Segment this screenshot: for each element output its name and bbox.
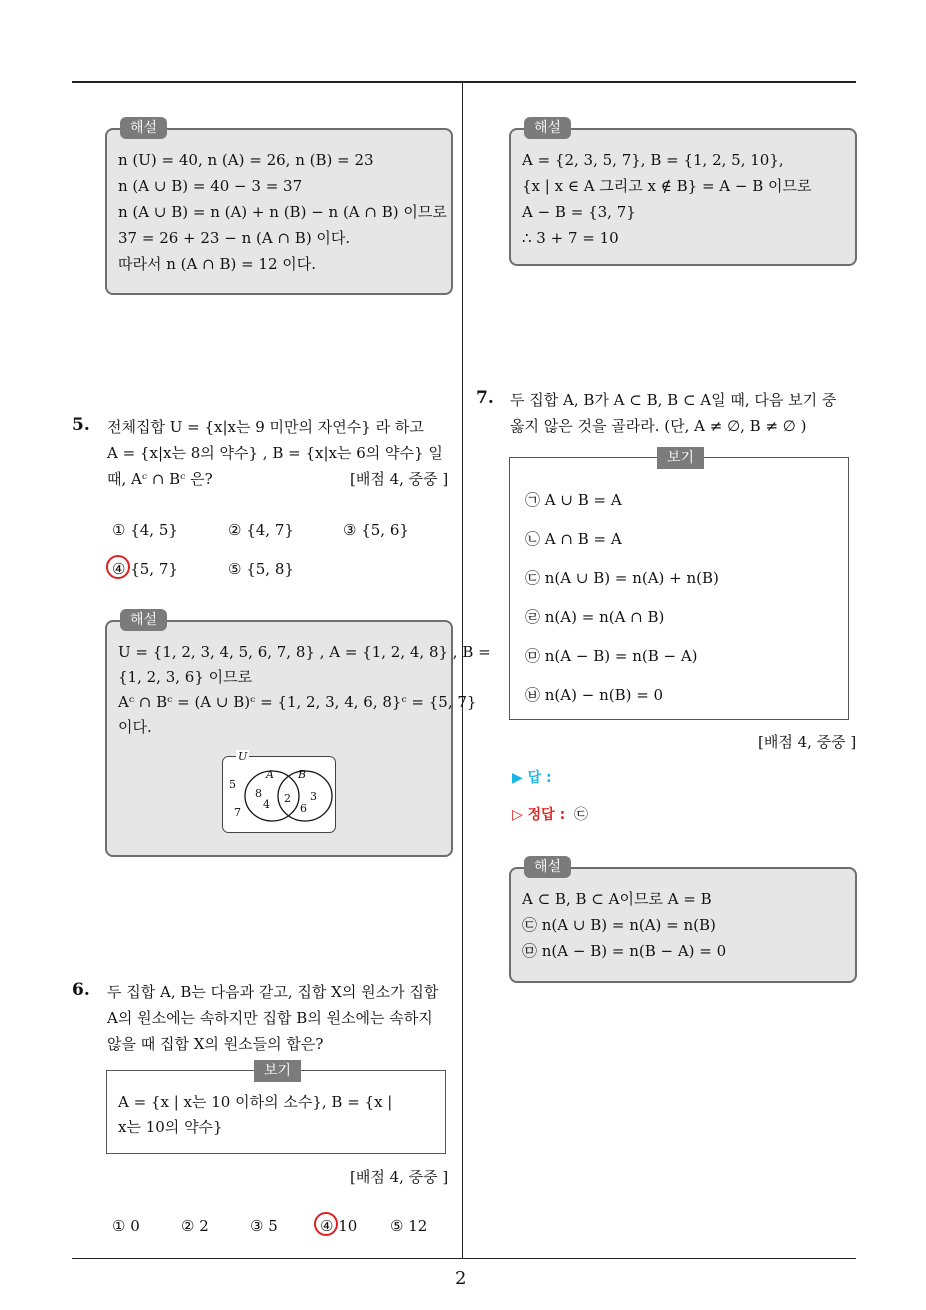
selected-answer-circle [314, 1212, 338, 1236]
solution-line: n (U) = 40, n (A) = 26, n (B) = 23 [118, 151, 374, 169]
question-number: 6. [72, 980, 90, 1000]
solution-line: A − B = {3, 7} [522, 203, 636, 221]
choice-1[interactable]: ① {4, 5} [112, 521, 178, 539]
bogi-line: x는 10의 약수} [118, 1118, 223, 1136]
choice-3[interactable]: ③ {5, 6} [343, 521, 409, 539]
choice-2[interactable]: ② 2 [181, 1217, 209, 1235]
bogi-line: A = {x | x는 10 이하의 소수}, B = {x | [118, 1093, 393, 1111]
choice-2[interactable]: ② {4, 7} [228, 521, 294, 539]
solution-line: ㉤ n(A − B) = n(B − A) = 0 [522, 942, 727, 960]
venn-universe-rect [223, 757, 336, 833]
bogi-item: ㉠ A ∪ B = A [525, 491, 622, 509]
question-text: 두 집합 A, B는 다음과 같고, 집합 X의 원소가 집합 [107, 983, 439, 1001]
solution-tag: 해설 [120, 117, 167, 139]
question-text: 옳지 않은 것을 골라라. (단, A ≠ ∅, B ≠ ∅ ) [510, 417, 807, 435]
venn-intersection-value: 2 [284, 792, 291, 805]
correct-answer-value: ㉢ [574, 807, 589, 823]
question-text: 때, Aᶜ ∩ Bᶜ 은? [107, 470, 213, 488]
question-text: 않을 때 집합 X의 원소들의 합은? [107, 1035, 324, 1053]
venn-diagram [222, 750, 336, 833]
venn-b-only-value: 3 [310, 790, 317, 803]
question-number: 5. [72, 415, 90, 435]
bogi-item: ㉣ n(A) = n(A ∩ B) [525, 608, 665, 626]
bottom-rule [72, 1258, 856, 1259]
solution-tag: 해설 [120, 609, 167, 631]
choice-5[interactable]: ⑤ {5, 8} [228, 560, 294, 578]
venn-b-only-value: 6 [300, 802, 307, 815]
bogi-tag: 보기 [657, 447, 704, 469]
venn-a-only-value: 4 [263, 798, 270, 811]
venn-a-only-value: 8 [255, 787, 262, 800]
choice-5[interactable]: ⑤ 12 [390, 1217, 428, 1235]
bogi-item: ㉥ n(A) − n(B) = 0 [525, 686, 664, 704]
solution-line: {1, 2, 3, 6} 이므로 [118, 668, 253, 686]
solution-line: 37 = 26 + 23 − n (A ∩ B) 이다. [118, 229, 351, 247]
question-text: A = {x|x는 8의 약수} , B = {x|x는 6의 약수} 일 [107, 444, 443, 462]
question-text: 두 집합 A, B가 A ⊂ B, B ⊂ A일 때, 다음 보기 중 [510, 391, 837, 409]
solution-line: {x | x ∈ A 그리고 x ∉ B} = A − B 이므로 [522, 177, 812, 195]
venn-universe-label: U [238, 750, 248, 763]
question-number: 7. [476, 388, 494, 408]
question-text: 전체집합 U = {x|x는 9 미만의 자연수} 라 하고 [107, 418, 424, 436]
column-divider [462, 83, 463, 1259]
top-rule [72, 81, 856, 83]
choice-3[interactable]: ③ 5 [250, 1217, 278, 1235]
solution-line: A = {2, 3, 5, 7}, B = {1, 2, 5, 10}, [522, 151, 784, 169]
score-label: [배점 4, 중중 ] [350, 470, 449, 488]
solution-line: Aᶜ ∩ Bᶜ = (A ∪ B)ᶜ = {1, 2, 3, 4, 6, 8}ᶜ = {5, 7} [118, 693, 477, 711]
solution-line: ∴ 3 + 7 = 10 [522, 229, 619, 247]
venn-set-a-label: A [266, 768, 274, 781]
venn-set-b-label: B [298, 768, 307, 781]
venn-outside-value: 7 [234, 806, 241, 819]
solution-tag: 해설 [524, 117, 571, 139]
solution-line: 이다. [118, 718, 152, 736]
selected-answer-circle [106, 555, 130, 579]
solution-line: ㉢ n(A ∪ B) = n(A) = n(B) [522, 916, 716, 934]
correct-answer-prefix: ▷ 정답 : [512, 807, 566, 823]
solution-line: n (A ∪ B) = 40 − 3 = 37 [118, 177, 303, 195]
solution-line: n (A ∪ B) = n (A) + n (B) − n (A ∩ B) 이므로 [118, 203, 447, 221]
venn-outside-value: 5 [229, 778, 236, 791]
score-label: [배점 4, 중중 ] [350, 1168, 449, 1186]
bogi-item: ㉢ n(A ∪ B) = n(A) + n(B) [525, 569, 719, 587]
choice-1[interactable]: ① 0 [112, 1217, 140, 1235]
bogi-tag: 보기 [254, 1060, 301, 1082]
page-number: 2 [455, 1268, 467, 1289]
score-label: [배점 4, 중중 ] [758, 733, 857, 751]
solution-tag: 해설 [524, 856, 571, 878]
question-text: A의 원소에는 속하지만 집합 B의 원소에는 속하지 [107, 1009, 433, 1027]
bogi-box [106, 1070, 446, 1154]
choice-4[interactable]: ④ {5, 7} [112, 560, 178, 578]
choice-4[interactable]: ④ 10 [320, 1217, 358, 1235]
bogi-item: ㉡ A ∩ B = A [525, 530, 622, 548]
solution-line: A ⊂ B, B ⊂ A이므로 A = B [522, 890, 712, 908]
solution-line: 따라서 n (A ∩ B) = 12 이다. [118, 255, 317, 273]
correct-answer-label [512, 804, 588, 824]
answer-label: ▶ 답 : [512, 770, 552, 786]
bogi-item: ㉤ n(A − B) = n(B − A) [525, 647, 698, 665]
solution-line: U = {1, 2, 3, 4, 5, 6, 7, 8} , A = {1, 2, 4, 8} , B = [118, 643, 491, 661]
